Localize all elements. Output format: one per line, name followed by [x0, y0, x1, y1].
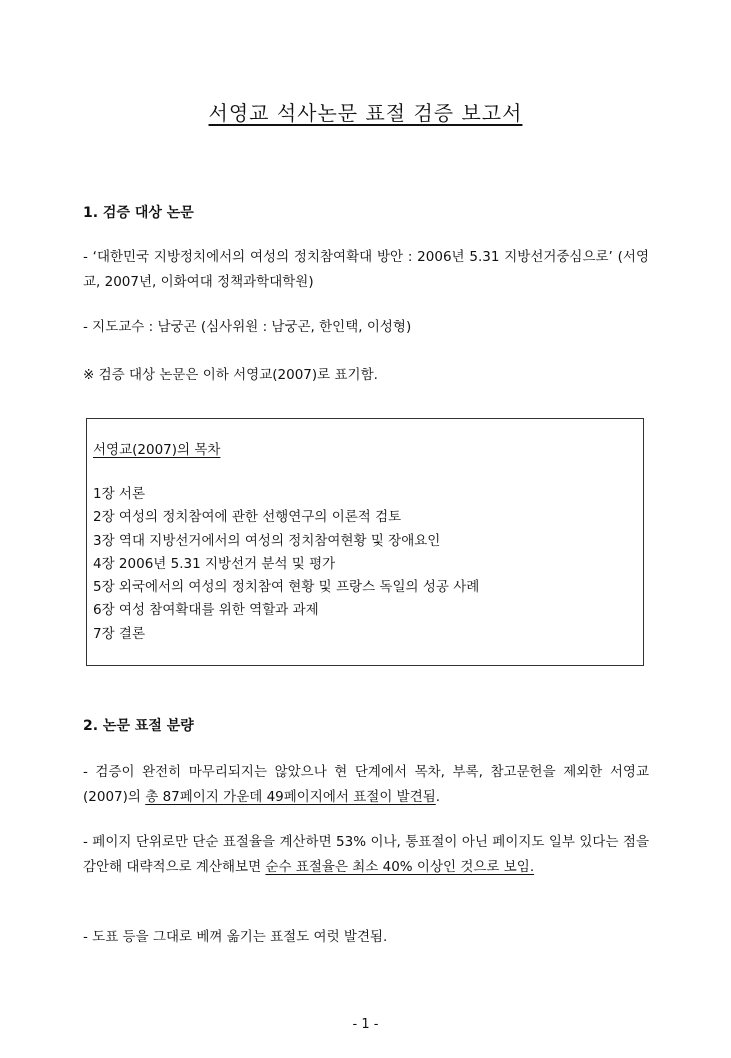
advisor-info: - 지도교수 : 남궁곤 (심사위원 : 남궁곤, 한인택, 이성형) [83, 319, 412, 335]
document-title-text: 서영교 석사논문 표절 검증 보고서 [208, 101, 523, 125]
toc-box [86, 418, 644, 666]
notation-note: ※ 검증 대상 논문은 이하 서영교(2007)로 표기함. [83, 367, 378, 383]
section1-heading: 1. 검증 대상 논문 [83, 205, 194, 221]
toc-item: 4장 2006년 5.31 지방선거 분석 및 평가 [93, 555, 336, 572]
toc-item: 1장 서론 [93, 486, 146, 502]
target-paper-info: - ‘대한민국 지방정치에서의 여성의 정치참여확대 방안 : 2006년 5.31 지방선거중심으로’ (서영교, 2007년, 이화여대 정책과학대학원) [83, 249, 649, 290]
toc-item: 2장 여성의 정치참여에 관한 선행연구의 이론적 검토 [93, 509, 402, 526]
plagiarism-rate-text: - 페이지 단위로만 단순 표절율을 계산하면 53% 이나, 통표절이 아닌 페이지도 일부 있다는 점을 감안해 대략적으로 계산해보면 [83, 834, 649, 875]
toc-item: 7장 결론 [93, 625, 146, 642]
plagiarism-volume-end: . [435, 789, 441, 805]
section2-heading: 2. 논문 표절 분량 [83, 718, 194, 734]
page-number: - 1 - [352, 1017, 379, 1032]
plagiarism-volume-paragraph [83, 760, 649, 810]
toc-item: 5장 외국에서의 여성의 정치참여 현황 및 프랑스 독일의 성공 사례 [93, 579, 480, 596]
plagiarism-volume-text: - 검증이 완전히 마무리되지는 않았으나 현 단계에서 목차, 부록, 참고문헌을 제외한 서영교(2007)의 [83, 764, 649, 805]
toc-item: 6장 여성 참여확대를 위한 역할과 과제 [93, 602, 319, 619]
table-plagiarism-note: - 도표 등을 그대로 베껴 옮기는 표절도 여럿 발견됨. [83, 929, 388, 945]
document-title [0, 97, 731, 126]
toc-title: 서영교(2007)의 목차 [93, 442, 221, 458]
plagiarism-volume-highlight: 총 87페이지 가운데 49페이지에서 표절이 발견됨 [145, 789, 436, 805]
toc-list [93, 483, 479, 646]
plagiarism-rate-paragraph [83, 830, 649, 880]
plagiarism-rate-highlight: 순수 표절율은 최소 40% 이상인 것으로 보임. [265, 859, 535, 875]
toc-item: 3장 역대 지방선거에서의 여성의 정치참여현황 및 장애요인 [93, 532, 441, 549]
